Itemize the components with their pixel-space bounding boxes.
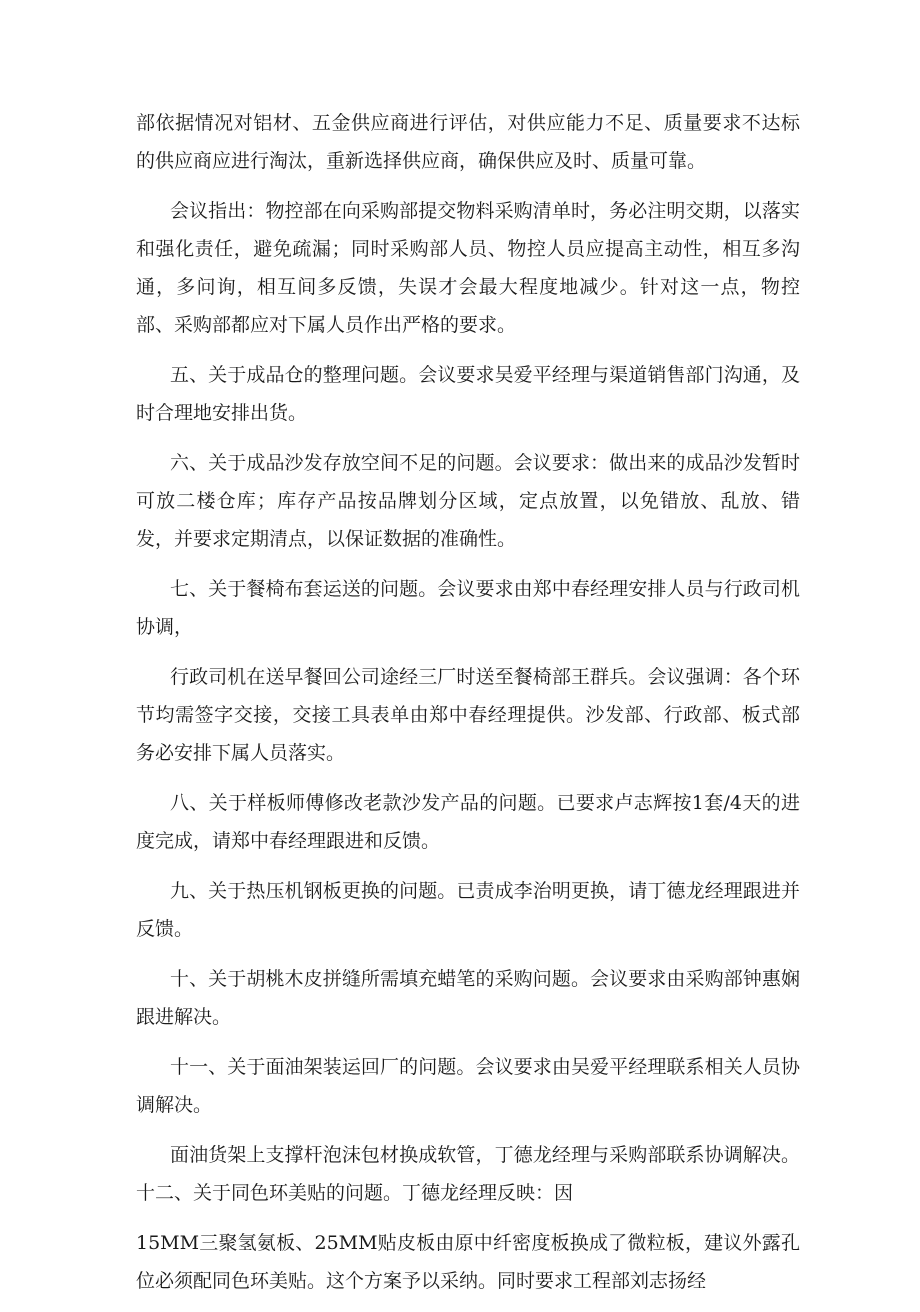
paragraph-9: 十、关于胡桃木皮拼缝所需填充蜡笔的采购问题。会议要求由采购部钟惠娴跟进解决。 [136, 968, 800, 1028]
paragraph-12: 15MM三聚氢氨板、25MM贴皮板由原中纤密度板换成了微粒板，建议外露孔位必须配同色环美贴。这个方案予以采纳。同时要求工程部刘志扬经 [136, 1232, 800, 1292]
paragraph-10: 十一、关于面油架装运回厂的问题。会议要求由吴爱平经理联系相关人员协调解决。 [136, 1056, 800, 1116]
paragraph-4: 六、关于成品沙发存放空间不足的问题。会议要求：做出来的成品沙发暂时可放二楼仓库；库存产品按品牌划分区域，定点放置，以免错放、乱放、错发，并要求定期清点，以保证数据的准确性。 [136, 452, 800, 550]
paragraph-7: 八、关于样板师傅修改老款沙发产品的问题。已要求卢志辉按1套/4天的进度完成，请郑中春经理跟进和反馈。 [136, 792, 800, 852]
document-body [136, 104, 800, 1312]
paragraph-8: 九、关于热压机钢板更换的问题。已责成李治明更换，请丁德龙经理跟进并反馈。 [136, 880, 800, 940]
paragraph-5: 七、关于餐椅布套运送的问题。会议要求由郑中春经理安排人员与行政司机协调， [136, 578, 800, 638]
paragraph-2: 会议指出：物控部在向采购部提交物料采购清单时，务必注明交期，以落实和强化责任，避免疏漏；同时采购部人员、物控人员应提高主动性，相互多沟通，多问询，相互间多反馈，失误才会最大程度地减少。针对这一点，物控部、采购部都应对下属人员作出严格的要求。 [136, 200, 800, 336]
paragraph-6: 行政司机在送早餐回公司途经三厂时送至餐椅部王群兵。会议强调：各个环节均需签字交接，交接工具表单由郑中春经理提供。沙发部、行政部、板式部务必安排下属人员落实。 [136, 666, 800, 764]
paragraph-1: 部依据情况对铝材、五金供应商进行评估，对供应能力不足、质量要求不达标的供应商应进行淘汰，重新选择供应商，确保供应及时、质量可靠。 [136, 112, 800, 172]
paragraph-3: 五、关于成品仓的整理问题。会议要求吴爱平经理与渠道销售部门沟通，及时合理地安排出货。 [136, 364, 800, 424]
paragraph-11: 面油货架上支撑杆泡沫包材换成软管，丁德龙经理与采购部联系协调解决。十二、关于同色环美贴的问题。丁德龙经理反映：因 [136, 1144, 800, 1204]
